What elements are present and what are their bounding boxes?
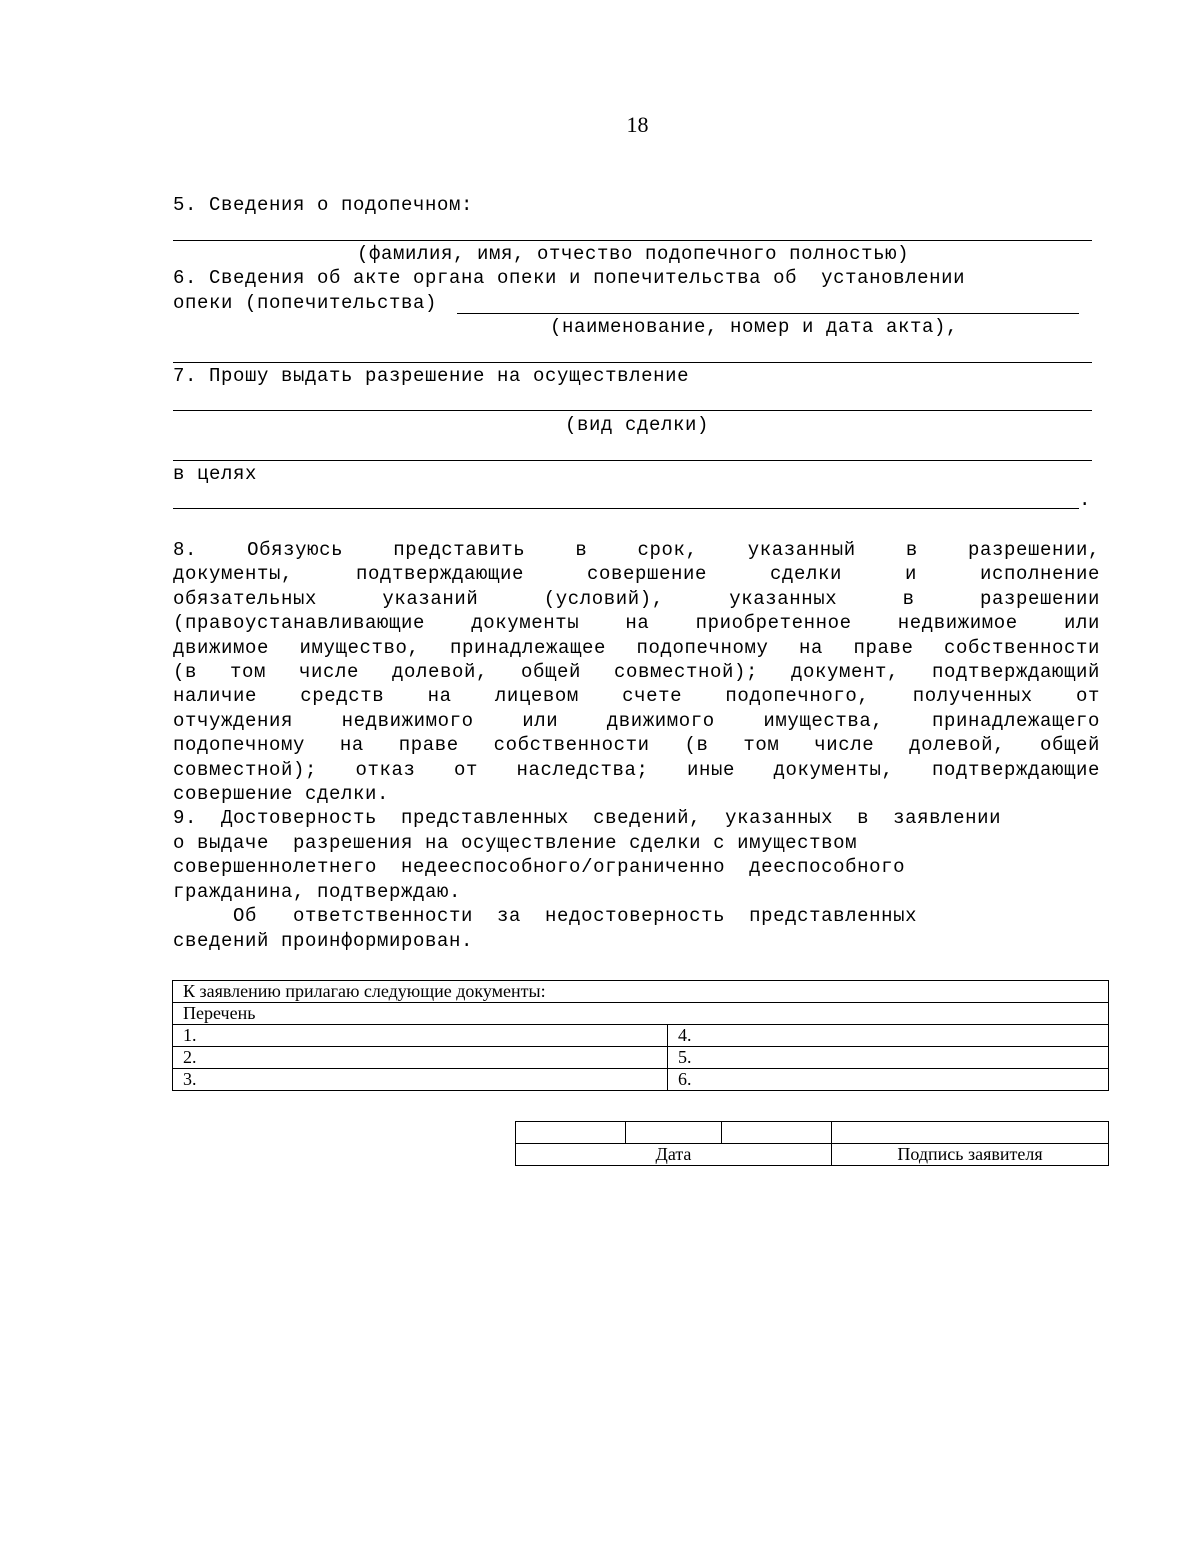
section8-line: (в том числе долевой, общей совместной); документ, подтверждающий [173,660,1100,683]
table-row [173,1069,1109,1091]
section7-fill-line[interactable] [173,410,1092,411]
section5-fill-line[interactable] [173,240,1092,241]
page-number: 18 [626,112,649,137]
documents-table-header: К заявлению прилагаю следующие документы: [173,981,1109,1003]
section7-label: 7. Прошу выдать разрешение на осуществление [173,365,690,387]
section8-paragraph [173,538,1100,806]
section9-line5: Об ответственности за недостоверность представленных [173,905,918,927]
documents-table-subheader: Перечень [173,1003,1109,1025]
section8-line: совместной); отказ от наследства; иные документы, подтверждающие [173,758,1100,781]
section8-line: наличие средств на лицевом счете подопечного, полученных от [173,685,1100,708]
section5-caption: (фамилия, имя, отчество подопечного полностью) [357,243,910,265]
section8-line: обязательных указаний (условий), указанных в разрешении [173,587,1100,610]
section6-fill-line[interactable] [457,313,1079,314]
section7-purpose-line[interactable] [173,508,1079,509]
table-row [173,1047,1109,1069]
section8-last-line: совершение сделки. [173,782,390,805]
document-item-3[interactable]: 3. [173,1069,668,1091]
section6-line1: 6. Сведения об акте органа опеки и попечительства об установлении [173,267,966,289]
section7-fill-line-2[interactable] [173,460,1092,461]
section7-end-mark: . [1079,489,1092,511]
documents-table [172,980,1109,1091]
section8-line: (правоустанавливающие документы на приобретенное недвижимое или [173,612,1100,635]
date-year-cell[interactable] [722,1122,832,1144]
section7-purpose-label: в целях [173,463,258,485]
section7-caption: (вид сделки) [565,414,710,436]
date-label: Дата [516,1144,832,1166]
document-item-1[interactable]: 1. [173,1025,668,1047]
document-item-2[interactable]: 2. [173,1047,668,1069]
section9-line3: совершеннолетнего недееспособного/ограниченно дееспособного [173,856,906,878]
section9-line4: гражданина, подтверждаю. [173,881,462,903]
date-day-cell[interactable] [516,1122,626,1144]
section9-line1: 9. Достоверность представленных сведений, указанных в заявлении [173,807,1002,829]
section8-line: 8. Обязуюсь представить в срок, указанный в разрешении, [173,539,1100,561]
section5-label: 5. Сведения о подопечном: [173,194,474,216]
signature-label: Подпись заявителя [832,1144,1109,1166]
signature-cell[interactable] [832,1122,1109,1144]
section9-line6: сведений проинформирован. [173,930,474,952]
section9-line2: о выдаче разрешения на осуществление сделки с имуществом [173,832,858,854]
date-month-cell[interactable] [626,1122,722,1144]
section8-line: движимое имущество, принадлежащее подопечному на праве собственности [173,636,1100,659]
section6-line2: опеки (попечительства) [173,292,438,314]
section6-caption: (наименование, номер и дата акта), [550,316,959,338]
signature-table [515,1121,1109,1166]
section6-fill-line-2[interactable] [173,362,1092,363]
section8-line: документы, подтверждающие совершение сделки и исполнение [173,563,1100,586]
document-item-5[interactable]: 5. [668,1047,1109,1069]
section8-line: подопечному на праве собственности (в том числе долевой, общей [173,734,1100,757]
document-item-4[interactable]: 4. [668,1025,1109,1047]
document-item-6[interactable]: 6. [668,1069,1109,1091]
section8-line: отчуждения недвижимого или движимого имущества, принадлежащего [173,709,1100,732]
table-row [173,1025,1109,1047]
